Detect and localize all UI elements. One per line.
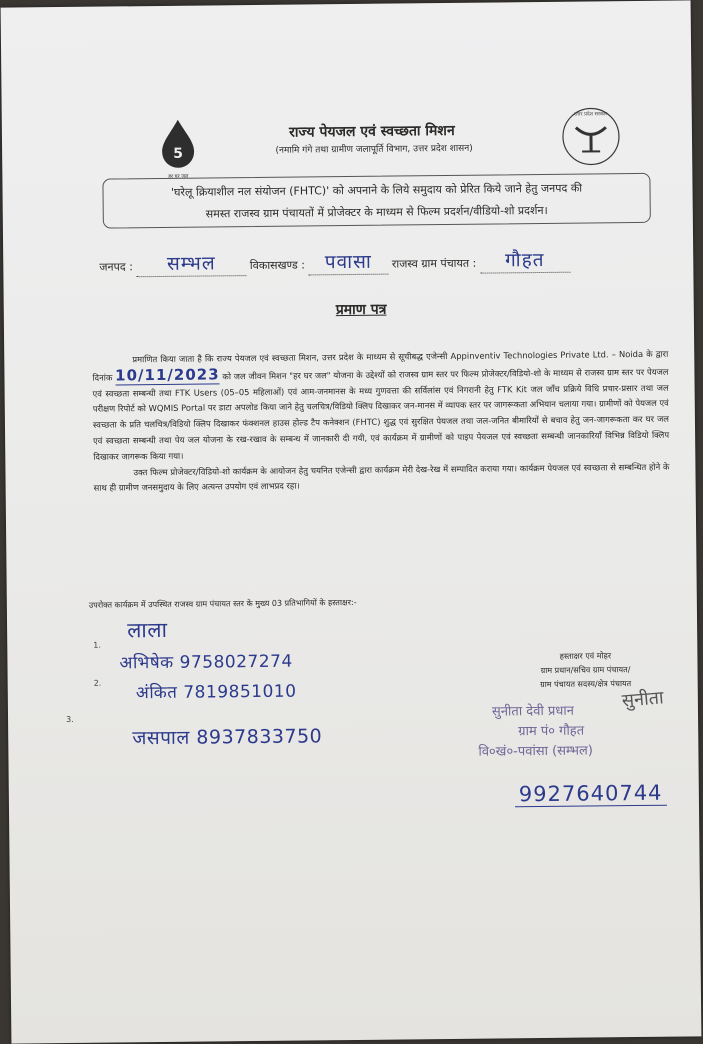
participant-1-detail: अभिषेक 9758027274: [119, 651, 293, 674]
pradhan-stamp: [478, 701, 659, 763]
mission-subtitle: (नमामि गंगे तथा ग्रामीण जलापूर्ति विभाग, उत्तर प्रदेश शासन): [275, 143, 473, 156]
participant-1-signature: लाला: [126, 617, 168, 643]
gram-label: राजस्व ग्राम पंचायत :: [391, 256, 477, 271]
janpad-field: [99, 246, 570, 278]
banner-line-2: समस्त राजस्व ग्राम पंचायतों में प्रोजेक्टर के माध्यम से फिल्म प्रदर्शन/वीडियो-शो प्रदर्शन।: [205, 203, 548, 221]
certificate-paper: [1, 0, 702, 1043]
vikaskhand-value: पवासा: [308, 248, 388, 276]
document-title: प्रमाण पत्र: [335, 301, 387, 319]
banner-line-1: 'घरेलू क्रियाशील नल संयोजन (FHTC)' को अपनाने के लिये समुदाय को प्रेरित किये जाने हेतु जनपद की: [170, 181, 583, 199]
pradhan-signature: सुनीता: [621, 687, 665, 712]
paragraph-2: उक्त फिल्म प्रोजेक्टर/विडियो-शो कार्यक्रम के आयोजन हेतु चयनित एजेन्सी द्वारा कार्यक्रम मेरी देख-रेख में सम्पादित कराया गया। कार्यक्रम पेयजल एवं स्वच्छता से सम्बन्धित होने के साथ ही ग्रामीण जनसमुदाय के लिए अत्यन्त उपयोग एवं लाभप्रद रहा।: [93, 461, 670, 494]
vikaskhand-label: विकासखण्ड :: [249, 258, 305, 273]
paragraph-1-start: प्रमाणित किया जाता है कि राज्य पेयजल एवं स्वच्छता मिशन, उत्तर प्रदेश के माध्यम से सूचीबद्ध एजेन्सी Appinventiv Technologies Private Ltd. – Noida के द्वारा दिनांक: [92, 348, 669, 383]
paragraph-1: [92, 347, 669, 466]
jal-jeevan-logo: [158, 118, 199, 180]
participants-intro: उपरोक्त कार्यक्रम में उपस्थित राजस्व ग्राम पंचायत स्तर के मुख्य 03 प्रतिभागियों के हस्ताक्षर:-: [88, 597, 357, 610]
certificate-body: [92, 347, 669, 497]
participant-3-signature: जसपाल 8937833750: [132, 725, 323, 750]
stamp-line-3: वि०खं०-पवांसा (सम्भल): [478, 743, 593, 760]
mission-title: राज्य पेयजल एवं स्वच्छता मिशन: [289, 122, 455, 141]
logo-caption: हर घर जल: [168, 173, 189, 180]
official-label-3: ग्राम पंचायत सदस्य/क्षेत्र पंचायत: [540, 679, 632, 690]
official-signature-block: [505, 649, 665, 693]
svg-text:5: 5: [173, 145, 184, 162]
official-label-1: हस्ताक्षर एवं मोहर: [559, 651, 612, 661]
participant-number-3: 3.: [66, 714, 74, 724]
janpad-value: सम्भल: [136, 249, 246, 277]
pradhan-phone: [515, 781, 667, 807]
janpad-label: जनपद :: [99, 260, 133, 274]
participant-2-signature: अंकित 7819851010: [135, 681, 297, 704]
participant-number-1: 1.: [93, 640, 101, 650]
official-label-2: ग्राम प्रधान/सचिव ग्राम पंचायत/: [540, 665, 631, 676]
stamp-line-2: ग्राम पं० गौहत: [518, 723, 585, 740]
emblem-caption: उत्तर प्रदेश सरकार: [574, 111, 608, 118]
pradhan-phone-number: 9927640744: [515, 781, 667, 808]
up-govt-emblem: [560, 105, 623, 168]
participant-number-2: 2.: [93, 678, 102, 688]
stamp-line-1: सुनीता देवी प्रधान: [491, 703, 574, 720]
gram-value: गौहत: [480, 246, 570, 274]
program-banner: [102, 173, 650, 229]
program-date: 10/11/2023: [115, 365, 220, 385]
paragraph-1-rest: को जल जीवन मिशन "हर घर जल" योजना के उद्देश्यों को राजस्व ग्राम स्तर पर फिल्म प्रोजेक्टर/विडियो-शो के माध्यम से राजस्व ग्राम स्तर पर पेयजल एवं स्वच्छता सम्बन्धी तथा FTK Users (05–05 महिलाओं) एवं आम-जनमानस के मध्य गुणवत्ता की सर्विलांस एवं निगरानी हेतु FTK Kit जल जाँच प्रक्रिये विधि प्रचार-प्रसार तथा जल परीक्षण रिपोर्ट को WQMIS Portal पर डाटा अपलोड किया जाने हेतु चलचित्र/विडियो क्लिप दिखाकर जन-मानस में व्यापक स्तर पर जागरूकता अभियान चलाया गया। ग्रामीणों को पेयजल एवं स्वच्छता के प्रति चलचित्र/विडियो क्लिप दिखाकर फंक्शनल हाउस होल्ड टैप कनेक्शन (FHTC) शुद्ध एवं सुरक्षित पेयजल तथा जल-जनित बीमारियों से बचाव हेतु जन-जागरूकता कर घर जल एवं स्वच्छता सम्बन्धी तथा पेय जल योजना के रख-रखाव के सम्बन्ध में जानकारी दी गयी, एवं कार्यक्रम में ग्रामीणों को पाइप पेयजल एवं स्वच्छता सम्बन्धी जानकारियाँ विभिन्न विडियो क्लिप दिखाकर जागरूक किया गया।: [92, 366, 670, 462]
